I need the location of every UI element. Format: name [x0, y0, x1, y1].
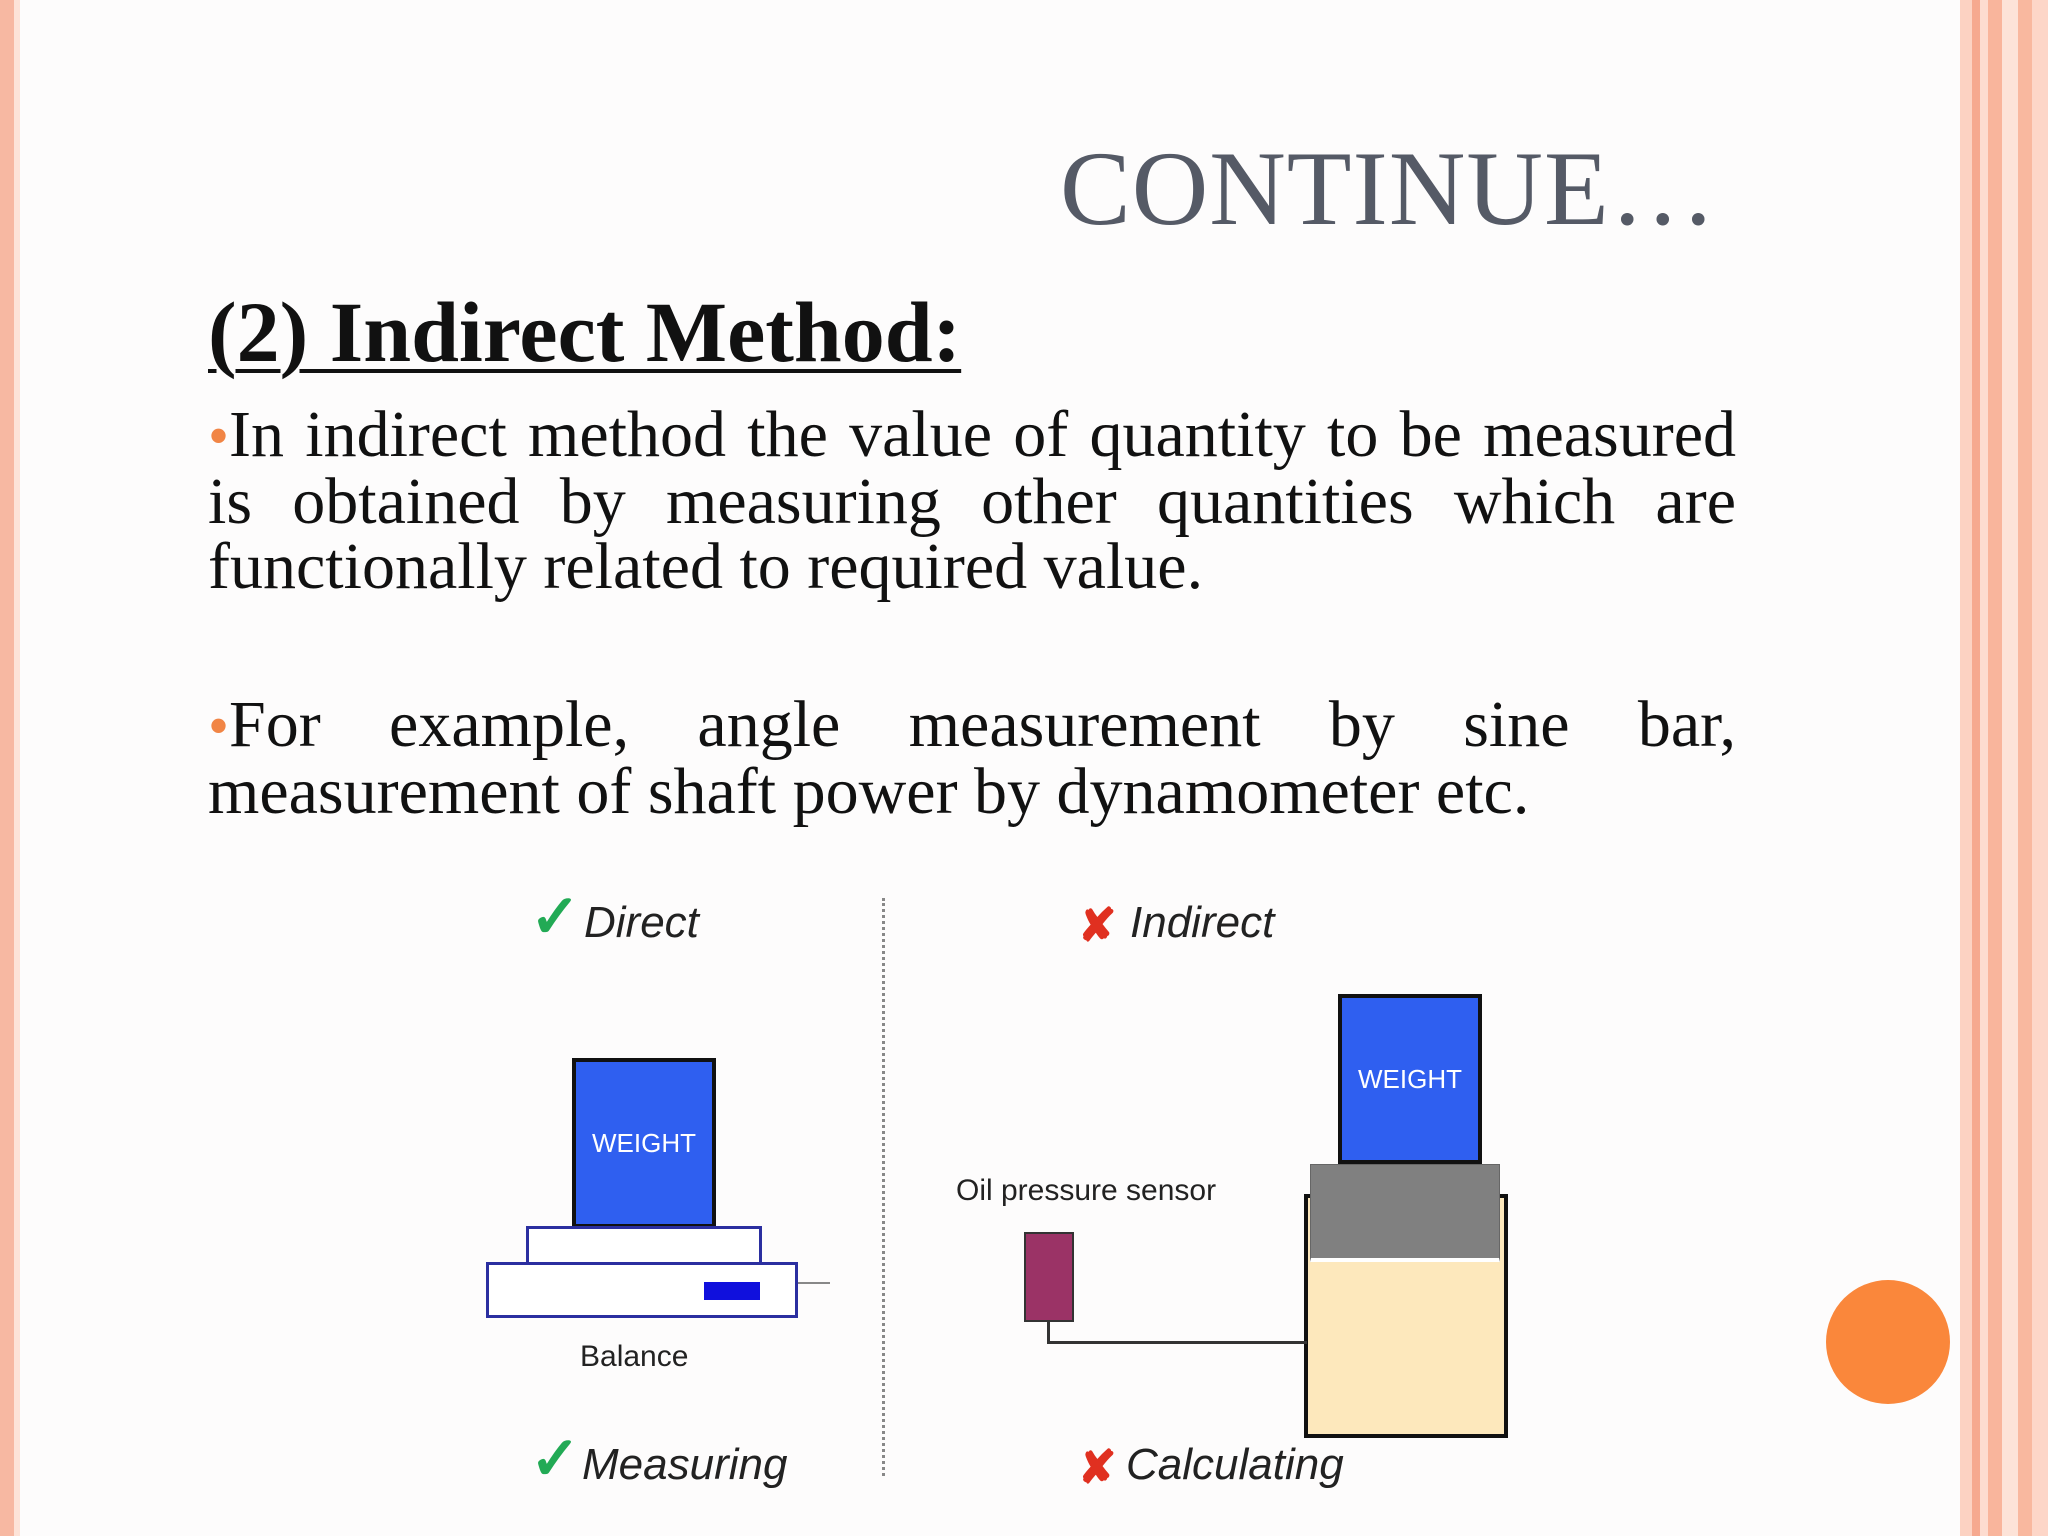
sensor-pipe [1047, 1320, 1307, 1344]
bullet-icon: • [208, 693, 230, 759]
check-icon: ✓ [530, 884, 581, 950]
balance-cable [798, 1282, 830, 1284]
indirect-label: Indirect [1130, 898, 1275, 947]
border-strip [2018, 0, 2032, 1536]
border-strip [2002, 0, 2018, 1536]
sensor-label: Oil pressure sensor [956, 1174, 1217, 1207]
calculating-label: Calculating [1126, 1440, 1344, 1489]
border-strip [1972, 0, 1980, 1536]
measuring-label: Measuring [582, 1440, 788, 1489]
paragraph-text: For example, angle measurement by sine bar, measurement of shaft power by dynamometer etc. [208, 688, 1736, 828]
direct-label: Direct [584, 898, 699, 947]
border-strip [2032, 0, 2048, 1536]
bullet-paragraph [208, 398, 1736, 603]
section-heading: (2) Indirect Method: [208, 284, 962, 380]
cross-icon: ✘ [1078, 900, 1117, 951]
bullet-paragraph [208, 688, 1736, 828]
decorative-circle [1826, 1280, 1950, 1404]
border-strip [1980, 0, 1988, 1536]
oil-pressure-sensor [1024, 1232, 1074, 1322]
piston [1310, 1164, 1500, 1262]
figure-divider [882, 898, 885, 1476]
paragraph-text: In indirect method the value of quantity to be measured is obtained by measuring other quantities which are functionally related to required value. [208, 398, 1736, 603]
bullet-icon: • [208, 403, 230, 469]
cross-icon: ✘ [1078, 1442, 1117, 1493]
border-strip [14, 0, 20, 1536]
border-strip [1960, 0, 1972, 1536]
border-strip [1988, 0, 2002, 1536]
balance-label: Balance [580, 1340, 689, 1373]
border-strip [0, 0, 14, 1536]
balance-display [704, 1282, 760, 1300]
weight-block: WEIGHT [572, 1058, 716, 1228]
check-icon: ✓ [530, 1426, 581, 1492]
slide-title: CONTINUE… [1060, 130, 1717, 247]
balance-top [526, 1226, 762, 1262]
weight-block: WEIGHT [1338, 994, 1482, 1164]
oil-chamber [1308, 1266, 1504, 1434]
